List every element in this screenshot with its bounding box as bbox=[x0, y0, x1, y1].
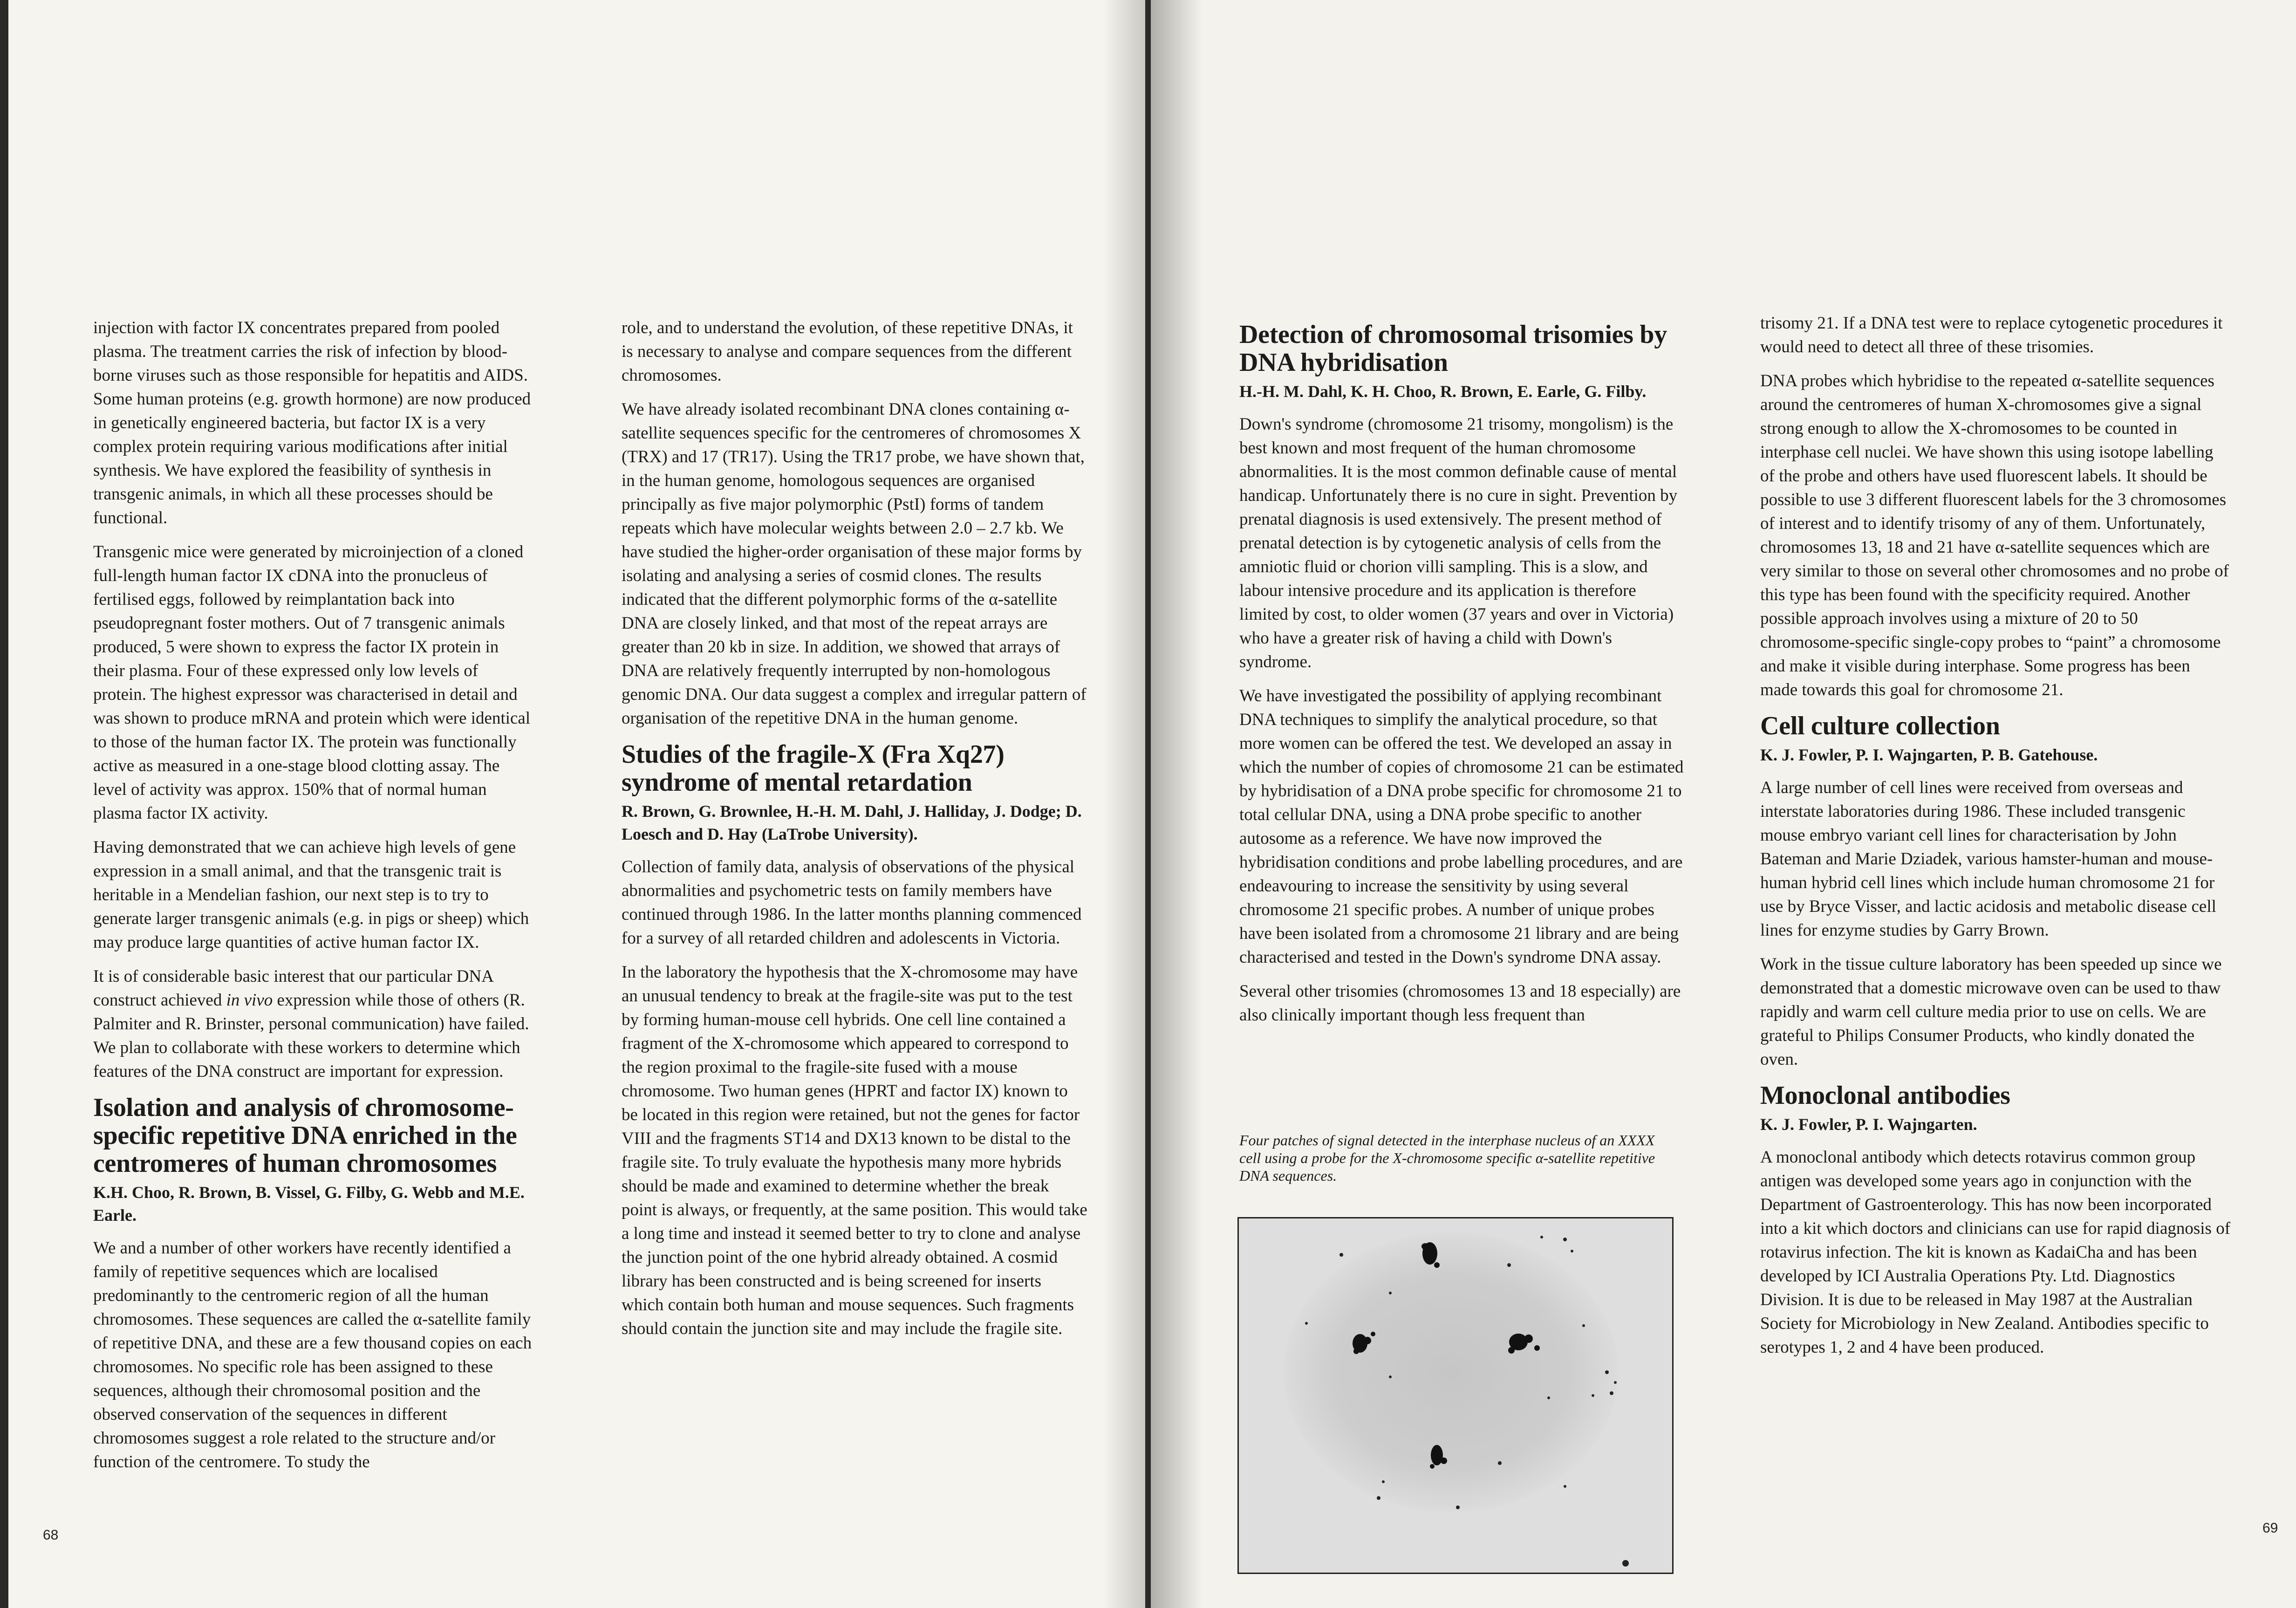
paragraph: Collection of family data, analysis of observations of the physical abnormalities and psychometric tests on family members have continued through 1986. In the latter months planning commenced for a survey of all retarded children and adolescents in Victoria. bbox=[622, 857, 1082, 948]
left-column-2 bbox=[622, 316, 1087, 1351]
section-heading: Monoclonal antibodies bbox=[1760, 1081, 2010, 1110]
text-run: It is of considerable basic interest that our particular DNA construct achieved bbox=[93, 967, 493, 1010]
right-column-1 bbox=[1239, 313, 1684, 1037]
paragraph: Down's syndrome (chromosome 21 trisomy, mongolism) is the best known and most frequent of the human chromosome abnormalities. It is the most common definable cause of mental handicap. Unfortunately there is no cure in sight. Prevention by prenatal diagnosis is used extensively. The present method of prenatal detection is by cytogenetic analysis of cells from the amniotic fluid or chorion villi sampling. This is a slow, and labour intensive procedure and its application is therefore limited by cost, to older women (37 years and over in Victoria) who have a greater risk of having a child with Down's syndrome. bbox=[1239, 415, 1678, 671]
section-authors: R. Brown, G. Brownlee, H.-H. M. Dahl, J. Halliday, J. Dodge; D. Loesch and D. Hay (LaTrobe University). bbox=[622, 802, 1082, 843]
paragraph: DNA probes which hybridise to the repeated α-satellite sequences around the centromeres of human X-chromosomes give a signal strong enough to allow the X-chromosomes to be counted in interphase cell nuclei. We have shown this using isotope labelling of the probe and others have used fluorescent labels. It should be possible to use 3 different fluorescent labels for the 3 chromosomes of interest and to identify trisomy of any of them. Unfortunately, chromosomes 13, 18 and 21 have α-satellite sequences which are very similar to those on several other chromosomes and no probe of this type has been found with the specificity required. Another possible approach involves using a mixture of 20 to 50 chromosome-specific single-copy probes to “paint” a chromosome and make it visible during interphase. Some progress has been made towards this goal for chromosome 21. bbox=[1760, 371, 2229, 699]
section-heading: Cell culture collection bbox=[1760, 712, 2000, 740]
paragraph: We have investigated the possibility of applying recombinant DNA techniques to simplify the analytical procedure, so that more women can be offered the test. We developed an assay in which the number of copies of chromosome 21 can be estimated by hybridisation of a DNA probe specific for chromosome 21 to total cellular DNA, using a DNA probe specific to another autosome as a reference. We have now improved the hybridisation conditions and probe labelling procedures, and are endeavouring to increase the sensitivity by using several chromosome 21 specific probes. A number of unique probes have been isolated from a chromosome 21 library and are being characterised and tested in the Down's syndrome DNA assay. bbox=[1239, 686, 1684, 967]
section-authors: K.H. Choo, R. Brown, B. Vissel, G. Filby, G. Webb and M.E. Earle. bbox=[93, 1183, 525, 1225]
section-heading: Studies of the fragile-X (Fra Xq27) syndrome of mental retardation bbox=[622, 740, 1004, 797]
paragraph: We have already isolated recombinant DNA clones containing α-satellite sequences specific for the centromeres of chromosomes X (TRX) and 17 (TR17). Using the TR17 probe, we have shown that, in the human genome, homologous sequences are organised principally as five major polymorphic (PstI) forms of tandem repeats which have molecular weights between 2.0 – 2.7 kb. We have studied the higher-order organisation of these major forms by isolating and analysing a series of cosmid clones. The results indicated that the different polymorphic forms of the α-satellite DNA are closely linked, and that most of the repeat arrays are greater than 20 kb in size. In addition, we showed that arrays of DNA are relatively frequently interrupted by non-homologous genomic DNA. Our data suggest a complex and irregular pattern of organisation of the repetitive DNA in the human genome. bbox=[622, 400, 1086, 728]
paragraph: We and a number of other workers have recently identified a family of repetitive sequences which are localised predominantly to the centromeric region of all the human chromosomes. These sequences are called the α-satellite family of repetitive DNA, and these are a few thousand copies on each chromosomes. No specific role has been assigned to these sequences, although their chromosomal position and the observed conservation of the sequences in different chromosomes suggest a role related to the structure and/or function of the centromere. To study the bbox=[93, 1239, 532, 1471]
text-run: expression while those of others (R. Palmiter and R. Brinster, personal communication) have failed. We plan to collaborate with these workers to determine which features of the DNA construct are important for expression. bbox=[93, 991, 529, 1081]
section-heading: Detection of chromosomal trisomies by DNA hybridisation bbox=[1239, 320, 1667, 377]
section-authors: H.-H. M. Dahl, K. H. Choo, R. Brown, E. Earle, G. Filby. bbox=[1239, 382, 1647, 401]
nucleus-outline bbox=[1283, 1232, 1619, 1512]
paragraph: In the laboratory the hypothesis that the X-chromosome may have an unusual tendency to break at the fragile-site was put to the test by forming human-mouse cell hybrids. One cell line contained a fragment of the X-chromosome which appeared to correspond to the region proximal to the fragile-site fused with a mouse chromosome. Two human genes (HPRT and factor IX) known to be located in this region were retained, but not the genes for factor VIII and the fragments ST14 and DX13 known to be distal to the fragile site. To truly evaluate the hypothesis many more hybrids should be made and examined to determine whether the break point is always, or frequently, at the same position. This would take a long time and instead it seemed better to try to clone and analyse the junction point of the one hybrid already obtained. A cosmid library has been constructed and is being screened for inserts which contain both human and mouse sequences. Such fragments should contain the junction site and may include the fragile site. bbox=[622, 963, 1087, 1338]
paragraph: Work in the tissue culture laboratory has been speeded up since we demonstrated that a domestic microwave oven can be used to thaw rapidly and warm cell culture media prior to use on cells. We are grateful to Philips Consumer Products, who kindly donated the oven. bbox=[1760, 955, 2222, 1069]
paragraph: A monoclonal antibody which detects rotavirus common group antigen was developed some years ago in conjunction with the Department of Gastroenterology. This has now been incorporated into a kit which doctors and clinicians can use for rapid diagnosis of rotavirus infection. The kit is known as KadaiCha and has been developed by ICI Australia Operations Pty. Ltd. Diagnostics Division. It is due to be released in May 1987 at the Australian Society for Microbiology in New Zealand. Antibodies specific to serotypes 1, 2 and 4 have been produced. bbox=[1760, 1148, 2231, 1357]
right-column-2 bbox=[1760, 311, 2231, 1369]
gutter-shadow bbox=[1103, 0, 1145, 1608]
figure-caption: Four patches of signal detected in the interphase nucleus of an XXXX cell using a probe for the X-chromosome specific α-satellite repetitive DNA sequences. bbox=[1239, 1132, 1655, 1184]
section-authors: K. J. Fowler, P. I. Wajngarten. bbox=[1760, 1115, 1977, 1134]
italic-term: in vivo bbox=[226, 991, 273, 1010]
section-heading: Isolation and analysis of chromosome-specific repetitive DNA enriched in the centromeres of human chromosomes bbox=[93, 1093, 517, 1178]
left-page bbox=[8, 0, 1145, 1608]
gutter-shadow bbox=[1151, 0, 1202, 1608]
paragraph: injection with factor IX concentrates prepared from pooled plasma. The treatment carries the risk of infection by blood-borne viruses such as those responsible for hepatitis and AIDS. Some human proteins (e.g. growth hormone) are now produced in genetically engineered bacteria, but factor IX is a very complex protein requiring various modifications after initial synthesis. We have explored the feasibility of synthesis in transgenic animals, in which all these processes should be functional. bbox=[93, 318, 531, 527]
page-number: 69 bbox=[2262, 1520, 2278, 1536]
paragraph: Transgenic mice were generated by microinjection of a cloned full-length human factor IX cDNA into the pronucleus of fertilised eggs, followed by reimplantation back into pseudopregnant foster mothers. Out of 7 transgenic animals produced, 5 were shown to express the factor IX protein in their plasma. Four of these expressed only low levels of protein. The highest expressor was characterised in detail and was shown to produce mRNA and protein which were identical to those of the human factor IX. The protein was functionally active as measured in a one-stage blood clotting assay. The level of activity was approx. 150% that of normal human plasma factor IX activity. bbox=[93, 542, 531, 823]
paragraph: A large number of cell lines were received from overseas and interstate laboratories during 1986. These included transgenic mouse embryo variant cell lines for characterisation by John Bateman and Marie Dziadek, various hamster-human and mouse-human hybrid cell lines which include human chromosome 21 for use by Bryce Visser, and lactic acidosis and metabolic disease cell lines for enzyme studies by Garry Brown. bbox=[1760, 778, 2216, 940]
interphase-nucleus-image bbox=[1239, 1218, 1672, 1573]
micrograph-figure bbox=[1237, 1217, 1674, 1574]
paragraph: trisomy 21. If a DNA test were to replace cytogenetic procedures it would need to detect all three of these trisomies. bbox=[1760, 314, 2223, 356]
paragraph: Several other trisomies (chromosomes 13 and 18 especially) are also clinically important though less frequent than bbox=[1239, 982, 1681, 1025]
paragraph: role, and to understand the evolution, of these repetitive DNAs, it is necessary to analyse and compare sequences from the different chromosomes. bbox=[622, 318, 1073, 385]
paragraph bbox=[93, 965, 533, 1083]
right-page bbox=[1151, 0, 2296, 1608]
page-number: 68 bbox=[43, 1527, 59, 1543]
paragraph: Having demonstrated that we can achieve high levels of gene expression in a small animal, and that the transgenic trait is heritable in a Mendelian fashion, our next step is to try to generate larger transgenic animals (e.g. in pigs or sheep) which may produce large quantities of active human factor IX. bbox=[93, 838, 529, 952]
left-column-1 bbox=[93, 316, 533, 1484]
section-authors: K. J. Fowler, P. I. Wajngarten, P. B. Gatehouse. bbox=[1760, 746, 2098, 764]
